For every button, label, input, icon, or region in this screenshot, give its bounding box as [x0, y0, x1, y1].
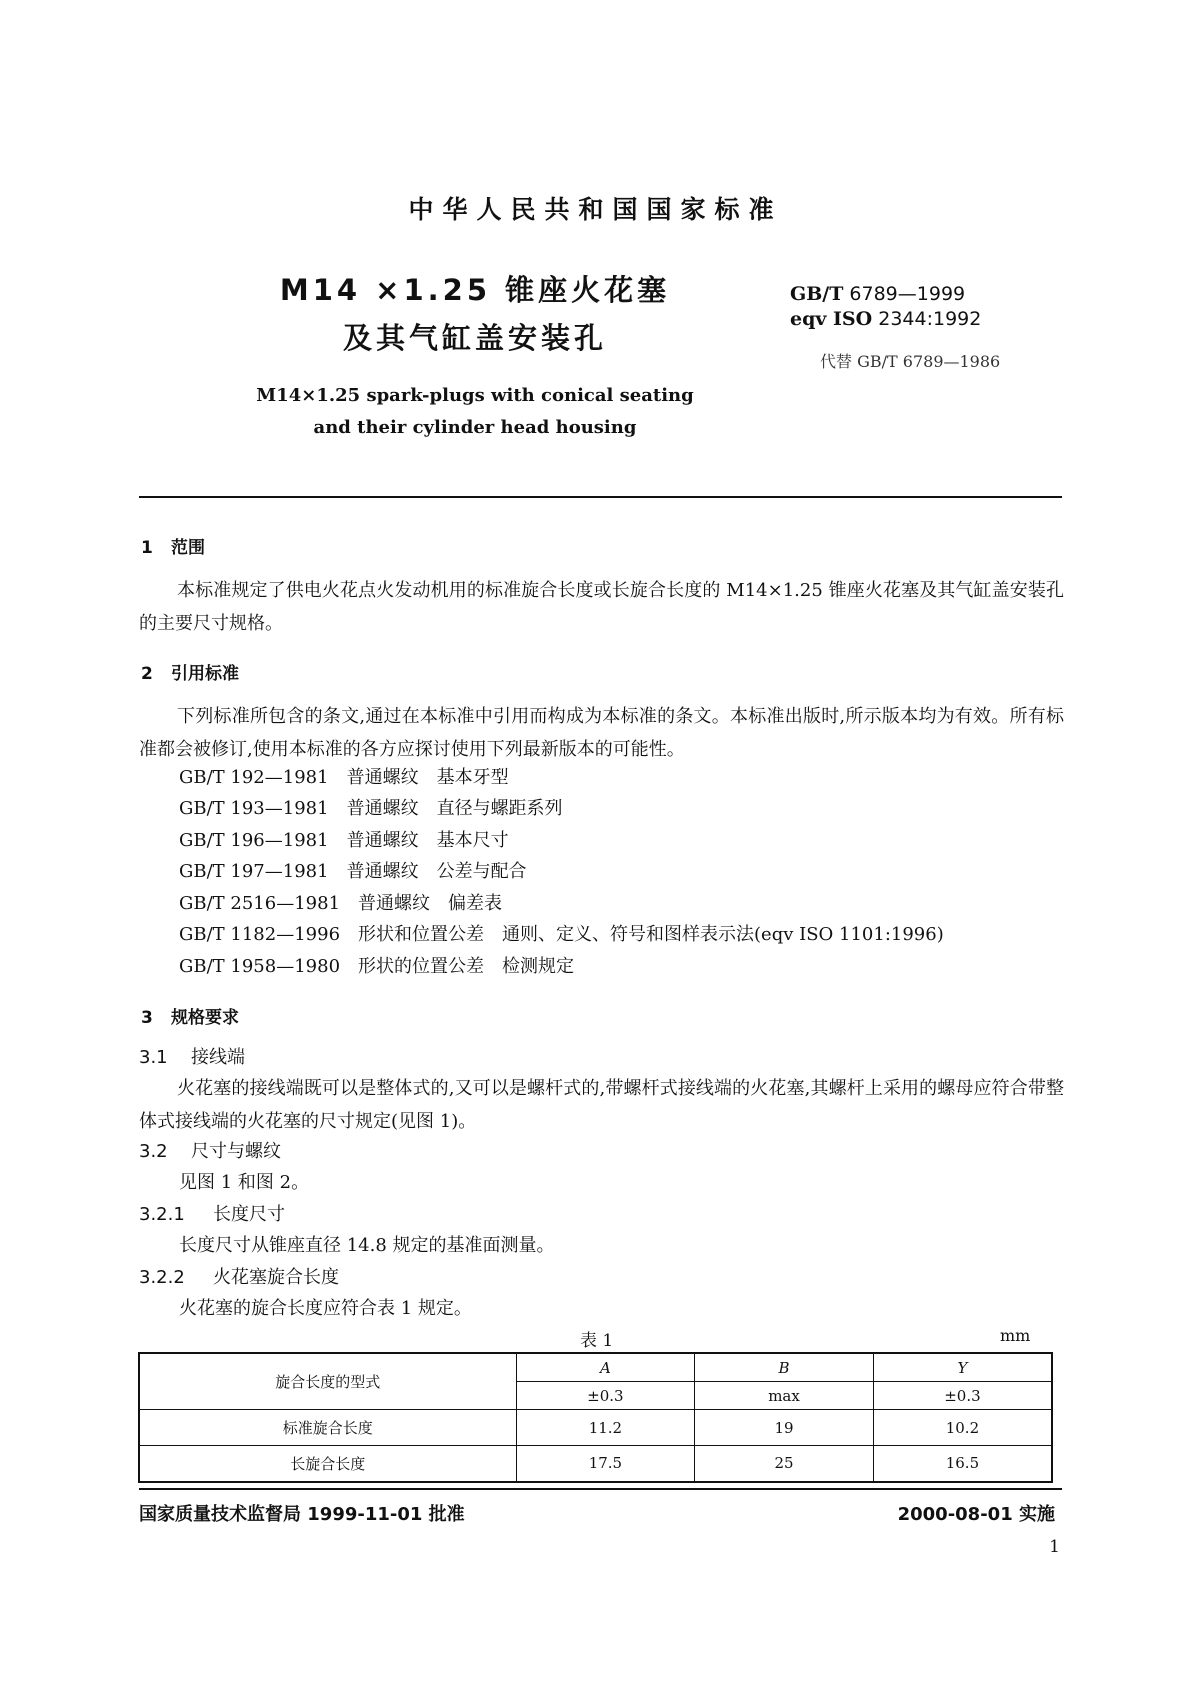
title-cn-line2: 及其气缸盖安装孔	[342, 321, 607, 355]
section-number: 1	[141, 538, 153, 558]
cell-value: 19	[695, 1410, 874, 1446]
table-caption: 表 1	[580, 1331, 614, 1351]
section-3-2-heading	[139, 1136, 281, 1167]
column-tolerance: max	[695, 1382, 874, 1410]
reference-item: GB/T 1958—1980 形状的位置公差 检测规定	[179, 956, 575, 977]
row-label: 长旋合长度	[139, 1446, 516, 1482]
cell-value: 10.2	[873, 1410, 1052, 1446]
reference-item: GB/T 2516—1981 普通螺纹 偏差表	[179, 893, 503, 914]
column-header: B	[695, 1353, 874, 1382]
standard-number	[790, 282, 965, 306]
table-row	[139, 1410, 1052, 1446]
cell-value: 11.2	[516, 1410, 695, 1446]
title-en-line2: and their cylinder head housing	[313, 417, 637, 438]
equivalent-prefix: eqv ISO	[790, 308, 873, 330]
standard-code: 6789—1999	[849, 283, 966, 305]
cell-value: 17.5	[516, 1446, 695, 1482]
footer-divider	[139, 1488, 1062, 1490]
section-3-2-1-heading	[139, 1199, 285, 1230]
approval-line: 国家质量技术监督局 1999-11-01 批准	[139, 1504, 465, 1525]
equivalent-standard	[790, 307, 981, 331]
replaces-standard: 代替 GB/T 6789—1986	[820, 352, 1001, 371]
table-row	[139, 1446, 1052, 1482]
header-divider	[139, 496, 1062, 498]
section-3-heading	[141, 1003, 239, 1028]
title-cn-line1: M14 ×1.25 锥座火花塞	[279, 273, 671, 307]
column-tolerance: ±0.3	[516, 1382, 695, 1410]
section-3-1-heading	[139, 1042, 245, 1073]
section-2-heading	[141, 659, 239, 684]
section-1-paragraph: 本标准规定了供电火花点火发动机用的标准旋合长度或长旋合长度的 M14×1.25 锥座火花塞及其气缸盖安装孔的主要尺寸规格。	[139, 580, 1064, 634]
reference-item: GB/T 197—1981 普通螺纹 公差与配合	[179, 861, 527, 882]
table-header-label: 旋合长度的型式	[139, 1353, 516, 1410]
section-3-2-text: 见图 1 和图 2。	[179, 1172, 310, 1193]
equivalent-code: 2344:1992	[878, 308, 982, 330]
section-number: 3.2.2	[139, 1267, 185, 1288]
section-title: 尺寸与螺纹	[191, 1141, 281, 1162]
section-3-1-paragraph: 火花塞的接线端既可以是整体式的,又可以是螺杆式的,带螺杆式接线端的火花塞,其螺杆上采用的螺母应符合带整体式接线端的火花塞的尺寸规定(见图 1)。	[139, 1078, 1064, 1132]
cell-value: 16.5	[873, 1446, 1052, 1482]
section-title: 范围	[171, 538, 205, 558]
section-number: 2	[141, 664, 153, 684]
section-number: 3.2.1	[139, 1204, 185, 1225]
section-title: 接线端	[191, 1047, 245, 1068]
title-en-line1: M14×1.25 spark-plugs with conical seating	[256, 385, 694, 406]
table-unit: mm	[1000, 1326, 1031, 1345]
section-2-paragraph: 下列标准所包含的条文,通过在本标准中引用而构成为本标准的条文。本标准出版时,所示版本均为有效。所有标准都会被修订,使用本标准的各方应探讨使用下列最新版本的可能性。	[139, 706, 1064, 760]
reference-item: GB/T 192—1981 普通螺纹 基本牙型	[179, 767, 509, 788]
standard-prefix: GB/T	[790, 283, 844, 305]
section-title: 规格要求	[171, 1008, 239, 1028]
reference-item: GB/T 1182—1996 形状和位置公差 通则、定义、符号和图样表示法(eqv ISO 1101:1996)	[179, 924, 944, 945]
cell-value: 25	[695, 1446, 874, 1482]
reference-item: GB/T 193—1981 普通螺纹 直径与螺距系列	[179, 798, 563, 819]
section-title: 火花塞旋合长度	[213, 1267, 339, 1288]
implementation-date: 2000-08-01 实施	[897, 1504, 1055, 1525]
section-1-heading	[141, 533, 205, 558]
standard-organization: 中华人民共和国国家标准	[408, 195, 783, 224]
section-title: 长度尺寸	[213, 1204, 285, 1225]
section-3-2-2-text: 火花塞的旋合长度应符合表 1 规定。	[179, 1298, 472, 1319]
page-number: 1	[1049, 1537, 1060, 1557]
reference-item: GB/T 196—1981 普通螺纹 基本尺寸	[179, 830, 509, 851]
column-header: Y	[873, 1353, 1052, 1382]
row-label: 标准旋合长度	[139, 1410, 516, 1446]
section-3-2-2-heading	[139, 1262, 339, 1293]
section-number: 3	[141, 1008, 153, 1028]
section-3-2-1-text: 长度尺寸从锥座直径 14.8 规定的基准面测量。	[179, 1235, 555, 1256]
section-number: 3.2	[139, 1141, 168, 1162]
table-1	[138, 1352, 1053, 1483]
section-title: 引用标准	[171, 664, 239, 684]
column-header: A	[516, 1353, 695, 1382]
column-tolerance: ±0.3	[873, 1382, 1052, 1410]
section-number: 3.1	[139, 1047, 168, 1068]
